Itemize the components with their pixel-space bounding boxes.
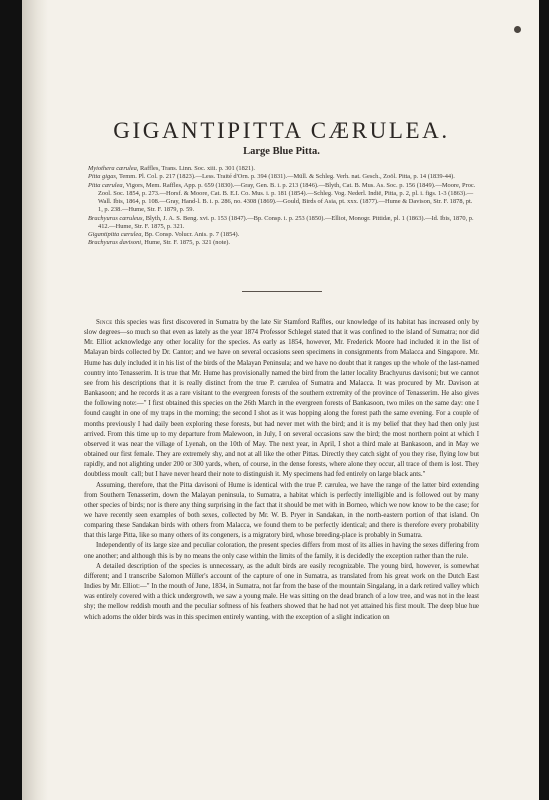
- synonym-name: Brachyurus davisoni,: [88, 239, 143, 247]
- paragraph-lead-word: Since: [96, 319, 113, 326]
- synonym-entry: [88, 173, 478, 181]
- scan-right-border: [539, 0, 549, 800]
- synonym-entry: [88, 182, 478, 215]
- scan-left-border: [0, 0, 22, 800]
- section-divider: [242, 291, 322, 292]
- synonym-reference: Blyth, J. A. S. Beng. xvi. p. 153 (1847).—Bp. Consp. i. p. 253 (1850).—Elliot, Monogr. Pittidæ, pl. 1 (1863).—Id. Ibis, 1870, p. 412.—Hume, Str. F. 1875, p. 321.: [98, 214, 474, 230]
- synonym-entry: [88, 215, 478, 232]
- body-text: [84, 318, 479, 623]
- synonym-entry: [88, 239, 478, 247]
- pin-hole-mark: [514, 26, 521, 33]
- synonym-name: Pitta cærulea,: [88, 181, 125, 189]
- gutter-shadow: [22, 0, 48, 800]
- synonym-entry: [88, 231, 478, 239]
- paragraph-1-text: this species was first discovered in Sumatra by the late Sir Stamford Raffles, our knowledge of its habitat has increased only by slow degrees—so much so that even as lately as the year 1874 Professor Schlegel stated that it was confined to the island of Sumatra; nor did Mr. Elliot acknowledge any other locality for the species. As early as 1854, however, Mr. Frederick Moore had included it in the list of Malayan birds collected by Dr. Cantor; and we have on several occasions seen specimens in consignments from Malacca and Singapore. Mr. Hume has duly included it in his list of the birds of the Malayan Peninsula; and we have no doubt that it ranges up the whole of the last-named country into Tenasserim. It is true that Mr. Hume has provisionally named the bird from the latter locality Brachyurus davisoni; but we cannot see from his descriptions that it is really distinct from the true P. cærulea of Sumatra and Malacca. It was procured by Mr. Davison at Bankasoon; and he records it as a rare visitant to the evergreen forests of the southern extremity of the province of Tenasserim. He also gives the following note:—" I first obtained this species on the 26th March in the evergreen forests of Bankasoon, two miles on the same day: one I found caught in one of my traps in the morning; the second I shot as it was hopping along the forest path the same evening. For a couple of months previously I had daily been exploring these forests, but had never met with the bird; and it is my belief that they had then only just arrived. From this time up to my departure from Malewoon, in July, I on several occasions saw the bird; the most northern point at which I observed it was near the village of Lyenah, on the 10th of May. The next year, in April, I shot a third male at Bankasoon, and in May we obtained our first female. They are extremely shy, and not at all like the other Pittas. Directly they catch sight of you they rise, flying low but rapidly, and not alighting under 200 or 300 yards, when, of course, in the dense forests, where alone they occur, all trace of them is lost. They doubtless moult call; but I have never heard their note to distinguish it. My specimens had fed entirely on large black ants.": [84, 319, 479, 479]
- paragraph-1: [84, 318, 479, 481]
- synonym-reference: Raffles, Trans. Linn. Soc. xiii. p. 301 (1821).: [138, 165, 255, 172]
- synonym-reference: Vigors, Mem. Raffles, App. p. 659 (1830).—Gray, Gen. B. i. p. 213 (1846).—Blyth, Cat. B. Mus. As. Soc. p. 156 (1849).—Moore, Proc. Zool. Soc. 1854, p. 273.—Horsf. & Moore, Cat. B. E.I. Co. Mus. i. p. 181 (1854).—Schleg. Vog. Nederl. Indië, Pitta, p. 2, pl. i. figs. 1-3 (1863).—Wall. Ibis, 1864, p. 108.—Gray, Hand-l. B. i. p. 286, no. 4308 (1869).—Gould, Birds of Asia, pt. xxx. (1877).—Hume & Davison, Str. F. 1878, pt. 1, p. 238.—Hume, Str. F. 1879, p. 59.: [98, 181, 476, 214]
- synonym-reference: Bp. Consp. Volucr. Anis. p. 7 (1854).: [143, 231, 240, 238]
- synonym-name: Gigantipitta cærulea,: [88, 231, 144, 238]
- book-page: [22, 0, 539, 800]
- synonym-name: Myiothera cærulea,: [88, 165, 139, 172]
- paragraph-2: Assuming, therefore, that the Pitta davisoni of Hume is identical with the true P. cærulea, we have the range of the latter bird extending from Southern Tenasserim, down the Malayan peninsula, to Sumatra, a habitat which is perfectly intelligible and is followed out by many other species of birds; nor is there any thing surprising in the fact that it should be met with in Borneo, which we now know to be the case; for we have recently seen examples of both sexes, collected by Mr. W. B. Pryer in Sandakan, in the north-eastern portion of that island. On comparing these Sandakan birds with others from Malacca, we found them to be perfectly identical; and there is therefore every probability that this large Pitta, like so many others of its congeners, is a migratory bird, whose breeding-place is probably in Sumatra.: [84, 481, 479, 540]
- paragraph-3: Independently of its large size and peculiar coloration, the present species differs from most of its allies in having the sexes differing from one another; and although this is by no means the only case within the limits of the family, it is decidedly the exception rather than the rule.: [84, 542, 479, 560]
- synonym-entry: [88, 165, 478, 173]
- common-name: Large Blue Pitta.: [243, 146, 320, 157]
- paragraph-4: A detailed description of the species is unnecessary, as the adult birds are easily recognizable. The young bird, however, is somewhat different; and I transcribe Salomon Müller's account of the capture of one in Sumatra, as translated from his great work on the Dutch East Indies by Mr. Elliot:—" In the mouth of June, 1834, in Sumatra, not far from the base of the mountain Singalang, in a dark retired valley which was entirely covered with a thick undergrowth, we saw a young male. He was sitting on the dead branch of a low tree, and was not in the least shy; the mellow reddish mouth and the peculiar softness of his feathers showed that he had not yet attained his first moult. The deep blue hue which adorns the older birds was in this specimen entirely wanting, with the exception of a slight indication on: [84, 562, 479, 621]
- synonym-reference: Hume, Str. F. 1875, p. 321 (note).: [142, 239, 231, 247]
- synonymy-list: [88, 165, 478, 248]
- synonym-reference: Temm. Pl. Col. p. 217 (1823).—Less. Traité d'Orn. p. 394 (1831).—Müll. & Schleg. Verh. nat. Gesch., Zoöl. Pitta, p. 14 (1839-44).: [117, 173, 455, 181]
- synonym-name: Pitta gigas,: [88, 173, 118, 181]
- synonym-name: Brachyurus cæruleus,: [88, 214, 145, 222]
- species-title: GIGANTIPITTA CÆRULEA.: [113, 118, 450, 143]
